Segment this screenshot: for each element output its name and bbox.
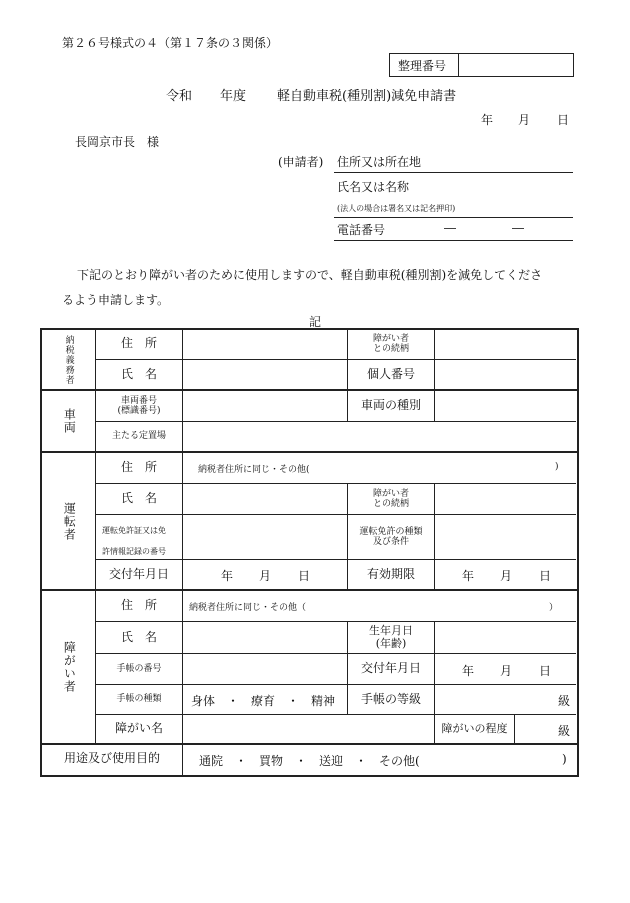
taxpayer-name-input[interactable] bbox=[183, 360, 346, 389]
personal-no-input[interactable] bbox=[435, 360, 575, 389]
section-driver bbox=[42, 453, 95, 589]
license-no-input[interactable] bbox=[183, 515, 346, 559]
applicant-role: (申請者) bbox=[278, 155, 324, 169]
title-main: 軽自動車税(種別割)減免申請書 bbox=[277, 89, 457, 104]
license-type-label bbox=[348, 515, 434, 559]
disabled-name-label: 氏 名 bbox=[120, 629, 157, 644]
handbook-grade-label: 手帳の等級 bbox=[360, 691, 421, 706]
applicant-name-label: 氏名又は名称 bbox=[337, 180, 410, 194]
divider bbox=[514, 714, 515, 744]
handbook-issue-month[interactable]: 月 bbox=[500, 664, 513, 678]
title-year: 年度 bbox=[220, 89, 247, 104]
license-type-input[interactable] bbox=[435, 515, 575, 559]
body-text-line2: るよう申請します。 bbox=[62, 293, 170, 307]
expiry-month[interactable]: 月 bbox=[500, 569, 513, 583]
vehicle-no-label bbox=[96, 391, 182, 421]
birth-input[interactable] bbox=[435, 622, 575, 653]
body-text-line1: 下記のとおり障がい者のために使用しますので、軽自動車税(種別割)を減免してくださ bbox=[77, 268, 543, 282]
storage-label: 主たる定置場 bbox=[111, 431, 166, 442]
relation-line2: との続柄 bbox=[372, 499, 409, 509]
relation-line2: との続柄 bbox=[372, 344, 409, 354]
addressee: 長岡京市長 様 bbox=[75, 135, 160, 149]
title-era: 令和 bbox=[166, 89, 193, 104]
section-disabled bbox=[42, 591, 95, 743]
handbook-type-label: 手帳の種類 bbox=[116, 694, 162, 705]
license-no-line2: 許情報記録の番号 bbox=[102, 546, 166, 556]
section-taxpayer bbox=[42, 330, 95, 389]
reg-no-input[interactable] bbox=[460, 55, 570, 74]
section-vehicle bbox=[42, 391, 95, 451]
taxpayer-relation-label bbox=[348, 329, 434, 359]
driver-issue-year[interactable]: 年 bbox=[221, 569, 234, 583]
divider bbox=[334, 172, 573, 173]
relation-line1: 障がい者 bbox=[372, 488, 409, 499]
form-number: 第２６号様式の４（第１７条の３関係） bbox=[62, 36, 279, 50]
handbook-issue-day[interactable]: 日 bbox=[539, 664, 552, 678]
vehicle-no-line1: 車両番号 bbox=[120, 395, 157, 406]
purpose-close: ) bbox=[562, 752, 567, 766]
section-disabled-label: 障がい者 bbox=[62, 641, 77, 693]
personal-no-label: 個人番号 bbox=[366, 366, 415, 381]
applicant-address-label: 住所又は所在地 bbox=[337, 155, 422, 169]
divider bbox=[334, 217, 573, 218]
disabled-address-options[interactable]: 納税者住所に同じ・その他（ bbox=[189, 603, 307, 613]
purpose-label: 用途及び使用目的 bbox=[63, 751, 160, 766]
date-day: 日 bbox=[557, 113, 570, 127]
disabled-name-input[interactable] bbox=[183, 622, 346, 653]
driver-name-input[interactable] bbox=[183, 484, 346, 514]
vehicle-no-line2: (標識番号) bbox=[117, 406, 161, 416]
license-type-line2: 及び条件 bbox=[372, 537, 409, 547]
expiry-year[interactable]: 年 bbox=[462, 569, 475, 583]
section-vehicle-label: 車両 bbox=[62, 408, 77, 434]
handbook-no-input[interactable] bbox=[183, 654, 346, 684]
applicant-note: (法人の場合は署名又は記名押印) bbox=[337, 204, 456, 213]
storage-input[interactable] bbox=[183, 422, 575, 451]
ki-label: 記 bbox=[309, 315, 322, 329]
degree-label: 障がいの程度 bbox=[441, 721, 508, 735]
section-taxpayer-label: 納税義務者 bbox=[63, 334, 74, 385]
handbook-issue-year[interactable]: 年 bbox=[462, 664, 475, 678]
handbook-no-label: 手帳の番号 bbox=[116, 663, 162, 674]
phone-dash: ― bbox=[444, 221, 456, 235]
applicant-phone-label: 電話番号 bbox=[337, 223, 386, 237]
driver-name-label: 氏 名 bbox=[120, 491, 157, 506]
disability-name-input[interactable] bbox=[183, 715, 434, 743]
reg-no-label: 整理番号 bbox=[398, 59, 447, 73]
driver-address-close: ) bbox=[555, 462, 559, 472]
purpose-options[interactable]: 通院 ・ 買物 ・ 送迎 ・ その他( bbox=[199, 754, 420, 768]
date-year: 年 bbox=[481, 113, 494, 127]
driver-issue-day[interactable]: 日 bbox=[298, 569, 311, 583]
disabled-address-close: ） bbox=[549, 603, 559, 613]
date-month: 月 bbox=[518, 113, 531, 127]
handbook-grade-unit: 級 bbox=[558, 694, 571, 708]
license-type-line1: 運転免許の種類 bbox=[359, 526, 423, 537]
birth-line2: (年齢) bbox=[375, 636, 407, 650]
divider bbox=[458, 53, 459, 76]
driver-address-options[interactable]: 納税者住所に同じ・その他( bbox=[198, 465, 310, 475]
phone-dash: ― bbox=[512, 221, 524, 235]
divider bbox=[334, 240, 573, 241]
degree-unit: 級 bbox=[558, 724, 571, 738]
handbook-type-options[interactable]: 身体 ・ 療育 ・ 精神 bbox=[191, 694, 336, 708]
driver-issue-label: 交付年月日 bbox=[108, 566, 169, 581]
taxpayer-name-label: 氏 名 bbox=[120, 366, 157, 381]
taxpayer-relation-input[interactable] bbox=[435, 330, 575, 359]
vehicle-no-input[interactable] bbox=[183, 391, 346, 421]
disability-name-label: 障がい名 bbox=[114, 721, 163, 736]
driver-relation-label bbox=[348, 484, 434, 514]
vehicle-type-input[interactable] bbox=[435, 391, 575, 421]
expiry-day[interactable]: 日 bbox=[539, 569, 552, 583]
birth-label bbox=[348, 622, 434, 653]
vehicle-type-label: 車両の種別 bbox=[360, 398, 421, 413]
handbook-issue-label: 交付年月日 bbox=[360, 661, 421, 676]
relation-line1: 障がい者 bbox=[372, 333, 409, 344]
driver-address-label: 住 所 bbox=[120, 460, 157, 475]
taxpayer-address-input[interactable] bbox=[183, 330, 346, 359]
expiry-label: 有効期限 bbox=[366, 566, 415, 581]
driver-issue-month[interactable]: 月 bbox=[259, 569, 272, 583]
taxpayer-address-label: 住 所 bbox=[120, 336, 157, 351]
section-driver-label: 運転者 bbox=[62, 501, 77, 541]
birth-line1: 生年月日 bbox=[369, 623, 413, 637]
license-no-line1: 運転免許証又は免 bbox=[102, 526, 166, 535]
driver-relation-input[interactable] bbox=[435, 484, 575, 514]
license-no-label bbox=[102, 521, 166, 563]
disabled-address-label: 住 所 bbox=[120, 598, 157, 613]
